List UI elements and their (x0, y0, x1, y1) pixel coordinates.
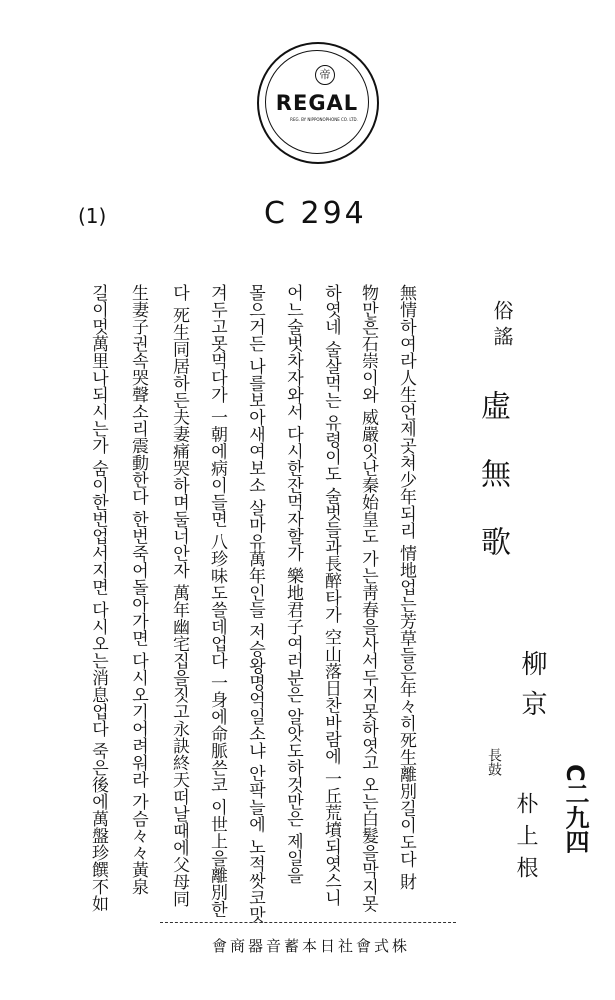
catalog-number: C 294 (264, 196, 367, 231)
genre-label: 俗謠 (490, 300, 514, 352)
side-number: (1) (78, 204, 107, 228)
lyric-line-7: 다 死生同居하든夫妻痛哭하며둘너안자 萬年幽宅집을짓고永訣終天떠날때에父母同 (169, 284, 189, 907)
artist-group: 柳京 (517, 650, 547, 730)
lyric-line-4: 어느술벗차자와서 다시한잔먹자할가 樂地君子여러분은 알앗도하것만은 제일을 (283, 284, 303, 884)
lyric-line-8: 生妻子권속哭聲소리震動한다 한번죽어돌아가면 다시오기어려워라 가슴々々黃泉 (128, 284, 148, 896)
artist-role: 長鼓 (486, 748, 502, 776)
lyric-line-9: 길이멋萬里나되시는가 숨이한번업서지면 다시오는消息업다 죽은後에萬盤珍饌不如 (88, 284, 108, 913)
logo-inner-ring (265, 50, 369, 154)
regal-logo (257, 42, 379, 164)
lyric-line-2: 物만흔石崇이와 威嚴잇난秦始皇도 가는靑春을사서두지못하엿고 오는白髮을막지못 (358, 284, 378, 913)
lyric-line-1: 無情하여라人生언제곳쳐少年되리 情地업는芳草들은年々히死生離別길이도다 財 (396, 284, 416, 890)
song-title: 虛無歌 (475, 390, 510, 594)
logo-brand: REGAL (275, 91, 359, 115)
lyric-line-5: 몰으거든 나를보아새여보소 살마유萬年인들 저승왕명억일소냐 안팍늘에 노적쌋코맛 (245, 284, 265, 924)
publisher-footer: 株式會社日本蓄音器商會 (211, 937, 410, 955)
footer-divider (160, 922, 456, 923)
lyric-line-3: 하엿네 술살먹는 유령이도 술벗들과長醉타가 空山落日찬바람에 一丘荒墳되엿스니 (321, 284, 341, 907)
logo-subtext: REG. BY NIPPONOPHONE CO. LTD. (290, 117, 358, 122)
logo-emblem-icon: 帝 (315, 65, 335, 85)
lyric-line-6: 겨두고못먹다가 一朝에病이들면 八珍味도쓸데업다 一身에命脈쓴코 이世上을離別한 (207, 284, 227, 918)
artist-name: 朴上根 (513, 792, 538, 888)
catalog-vertical: C二九四 (561, 764, 589, 854)
